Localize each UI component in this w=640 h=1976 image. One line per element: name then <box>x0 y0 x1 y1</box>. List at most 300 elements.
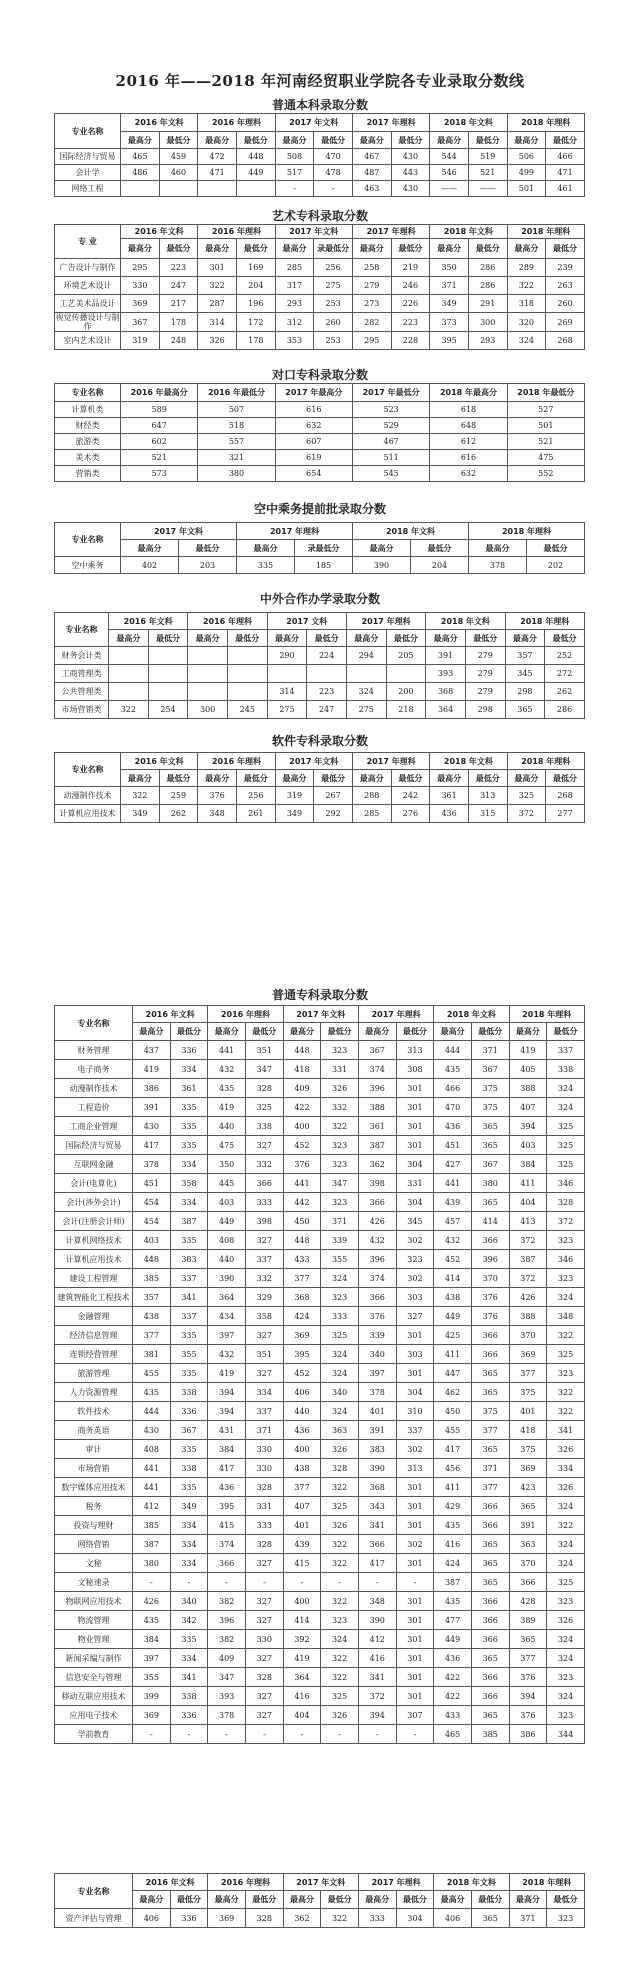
score-cell: 388 <box>509 1307 547 1326</box>
score-cell: 384 <box>133 1630 171 1649</box>
column-subheader: 最高分 <box>121 239 160 259</box>
score-cell: 366 <box>358 1288 396 1307</box>
score-cell: 258 <box>352 259 391 277</box>
score-cell: 470 <box>314 149 353 165</box>
score-cell: 376 <box>283 1155 321 1174</box>
score-cell: 324 <box>321 1402 359 1421</box>
score-cell: 394 <box>208 1402 246 1421</box>
score-cell: 301 <box>396 1117 434 1136</box>
score-cell: - <box>208 1725 246 1744</box>
score-cell: 448 <box>283 1231 321 1250</box>
score-cell: 368 <box>358 1478 396 1497</box>
score-cell: 324 <box>547 1554 585 1573</box>
score-cell: 427 <box>434 1155 472 1174</box>
score-cell: 396 <box>471 1250 509 1269</box>
score-cell: 404 <box>509 1193 547 1212</box>
column-subheader: 最高分 <box>188 630 228 647</box>
column-header-name: 专业名称 <box>55 523 121 557</box>
score-cell: 486 <box>121 165 160 181</box>
score-cell: 607 <box>275 434 352 450</box>
table-row <box>55 1250 585 1269</box>
score-cell: 325 <box>507 787 546 805</box>
score-cell: 327 <box>245 1364 283 1383</box>
score-cell: 322 <box>321 1117 359 1136</box>
score-cell: 501 <box>507 181 546 197</box>
score-cell: 372 <box>358 1687 396 1706</box>
column-group-header: 2018 年文科 <box>430 753 507 770</box>
score-cell: 477 <box>434 1611 472 1630</box>
score-cell: 323 <box>321 1136 359 1155</box>
score-cell: 334 <box>170 1155 208 1174</box>
score-cell <box>109 665 149 683</box>
column-header: 2016 年最低分 <box>198 384 275 402</box>
score-cell: 378 <box>208 1706 246 1725</box>
score-cell: 322 <box>121 787 160 805</box>
score-cell: 337 <box>245 1250 283 1269</box>
score-cell: 312 <box>275 313 314 332</box>
score-cell: 450 <box>434 1402 472 1421</box>
score-cell: 353 <box>275 332 314 350</box>
score-cell: 415 <box>283 1554 321 1573</box>
score-cell: 330 <box>245 1459 283 1478</box>
score-cell: 389 <box>509 1611 547 1630</box>
score-cell: 287 <box>198 295 237 313</box>
score-cell: - <box>245 1725 283 1744</box>
score-cell: 335 <box>170 1630 208 1649</box>
table-subheader-row <box>55 239 585 259</box>
score-cell: 371 <box>430 277 469 295</box>
score-cell: 259 <box>159 787 198 805</box>
major-name-cell: 投资与理财 <box>55 1516 133 1535</box>
score-cell: 376 <box>509 1706 547 1725</box>
column-subheader: 最低分 <box>468 770 507 787</box>
score-cell: 285 <box>275 259 314 277</box>
score-cell: 345 <box>505 665 545 683</box>
score-cell: 523 <box>352 402 429 418</box>
score-cell: —— <box>468 181 507 197</box>
score-cell: 239 <box>546 259 585 277</box>
score-cell: 291 <box>468 295 507 313</box>
score-cell: 557 <box>198 434 275 450</box>
major-name-cell: 空中乘务 <box>55 557 121 574</box>
major-name-cell: 物流管理 <box>55 1611 133 1630</box>
score-cell <box>386 665 426 683</box>
score-cell: 386 <box>509 1725 547 1744</box>
score-cell: 632 <box>430 466 507 482</box>
major-name-cell: 计算机应用技术 <box>55 805 121 823</box>
score-cell: 654 <box>275 466 352 482</box>
column-subheader: 最低分 <box>321 1891 359 1909</box>
major-name-cell: 国际经济与贸易 <box>55 149 121 165</box>
major-name-cell: 动漫制作技术 <box>55 1079 133 1098</box>
score-cell: 466 <box>546 149 585 165</box>
score-cell: 301 <box>396 1364 434 1383</box>
score-cell: 324 <box>547 1630 585 1649</box>
score-cell: 376 <box>509 1668 547 1687</box>
column-subheader: 最低分 <box>396 1023 434 1041</box>
major-name-cell: 计算机应用技术 <box>55 1250 133 1269</box>
major-name-cell: 市场营销类 <box>55 701 109 719</box>
score-cell: 364 <box>426 701 466 719</box>
score-cell: 384 <box>509 1155 547 1174</box>
score-cell: 293 <box>468 332 507 350</box>
score-cell: 365 <box>471 1535 509 1554</box>
score-cell: 325 <box>547 1136 585 1155</box>
score-cell: 286 <box>468 259 507 277</box>
score-cell: 253 <box>314 332 353 350</box>
score-cell: 396 <box>358 1250 396 1269</box>
column-subheader: 最高分 <box>426 630 466 647</box>
column-group-header: 2018 年文科 <box>430 114 507 132</box>
score-cell: 612 <box>430 434 507 450</box>
score-cell: 392 <box>283 1630 321 1649</box>
score-cell: 242 <box>391 787 430 805</box>
score-cell: 308 <box>396 1060 434 1079</box>
score-cell: 369 <box>283 1326 321 1345</box>
score-cell: 335 <box>170 1478 208 1497</box>
column-subheader: 最高分 <box>267 630 307 647</box>
column-group-header: 2016 年文科 <box>133 1874 208 1891</box>
score-cell: 397 <box>208 1326 246 1345</box>
score-cell: 205 <box>386 647 426 665</box>
score-cell: 268 <box>546 787 585 805</box>
table-header-row <box>55 225 585 239</box>
column-group-header: 2018 年理科 <box>469 523 585 540</box>
major-name-cell: 人力资源管理 <box>55 1383 133 1402</box>
score-cell: 373 <box>430 313 469 332</box>
table-header-row <box>55 114 585 132</box>
score-cell: 322 <box>547 1516 585 1535</box>
score-cell: 403 <box>208 1193 246 1212</box>
score-cell: 320 <box>507 313 546 332</box>
score-cell: 394 <box>208 1383 246 1402</box>
score-cell: 323 <box>547 1269 585 1288</box>
score-cell: 344 <box>547 1725 585 1744</box>
column-subheader: 最高分 <box>109 630 149 647</box>
score-cell: 401 <box>283 1516 321 1535</box>
score-cell: 403 <box>133 1231 171 1250</box>
score-cell: 341 <box>358 1668 396 1687</box>
score-cell: 327 <box>245 1231 283 1250</box>
score-cell: 204 <box>411 557 469 574</box>
major-name-cell: 文秘 <box>55 1554 133 1573</box>
score-cell: 301 <box>396 1326 434 1345</box>
score-cell: 430 <box>391 149 430 165</box>
score-cell: 414 <box>434 1269 472 1288</box>
score-cell: 452 <box>283 1364 321 1383</box>
score-cell: 327 <box>245 1706 283 1725</box>
column-group-header: 2017 年理科 <box>346 613 425 630</box>
table-row <box>55 1668 585 1687</box>
major-name-cell: 会计(涉外会计) <box>55 1193 133 1212</box>
score-cell: 323 <box>321 1155 359 1174</box>
score-cell: 302 <box>396 1535 434 1554</box>
column-subheader: 最低分 <box>236 132 275 149</box>
score-cell: 365 <box>471 1117 509 1136</box>
score-cell: 387 <box>358 1136 396 1155</box>
score-cell: 339 <box>358 1326 396 1345</box>
score-cell: 428 <box>509 1592 547 1611</box>
score-cell: 279 <box>465 683 505 701</box>
score-cell: 419 <box>208 1098 246 1117</box>
score-cell: 388 <box>358 1098 396 1117</box>
score-cell: 384 <box>208 1440 246 1459</box>
score-cell: 416 <box>283 1687 321 1706</box>
score-cell: 301 <box>396 1136 434 1155</box>
score-cell: 334 <box>170 1060 208 1079</box>
score-cell: 334 <box>245 1383 283 1402</box>
score-cell: 267 <box>314 787 353 805</box>
score-cell: 328 <box>245 1909 283 1928</box>
column-group-header: 2018 年理科 <box>507 114 584 132</box>
score-cell: 441 <box>434 1174 472 1193</box>
score-cell: 385 <box>133 1269 171 1288</box>
score-cell: 327 <box>245 1326 283 1345</box>
table-row <box>55 557 585 574</box>
score-cell: 333 <box>321 1307 359 1326</box>
score-cell: 335 <box>170 1231 208 1250</box>
major-name-cell: 营销类 <box>55 466 121 482</box>
column-subheader: 最低分 <box>307 630 347 647</box>
score-cell: 324 <box>321 1269 359 1288</box>
score-cell <box>346 665 386 683</box>
column-subheader: 最低分 <box>159 239 198 259</box>
table-row <box>55 1554 585 1573</box>
score-cell: 361 <box>430 787 469 805</box>
score-cell: 327 <box>245 1136 283 1155</box>
score-cell: 459 <box>159 149 198 165</box>
score-cell: 335 <box>170 1117 208 1136</box>
score-cell: 301 <box>396 1611 434 1630</box>
score-cell: 301 <box>396 1554 434 1573</box>
score-cell: 487 <box>352 165 391 181</box>
score-cell: 396 <box>358 1079 396 1098</box>
score-cell: 616 <box>430 450 507 466</box>
score-cell: 318 <box>507 295 546 313</box>
score-cell: 350 <box>208 1155 246 1174</box>
score-cell: 285 <box>352 805 391 823</box>
score-cell: 452 <box>283 1136 321 1155</box>
score-cell: 322 <box>547 1402 585 1421</box>
score-cell: 376 <box>471 1288 509 1307</box>
score-cell: 298 <box>505 683 545 701</box>
score-cell: 435 <box>434 1516 472 1535</box>
major-name-cell: 工商管理类 <box>55 665 109 683</box>
score-cell: 451 <box>133 1174 171 1193</box>
column-group-header: 2017 年文科 <box>275 753 352 770</box>
column-subheader: 最低分 <box>245 1891 283 1909</box>
score-cell: 439 <box>283 1535 321 1554</box>
score-cell: 295 <box>121 259 160 277</box>
major-name-cell: 会计(注册会计师) <box>55 1212 133 1231</box>
score-cell: 412 <box>133 1497 171 1516</box>
score-cell: 365 <box>471 1706 509 1725</box>
table-header-row <box>55 523 585 540</box>
score-cell: 438 <box>283 1459 321 1478</box>
column-group-header: 2018 年理科 <box>509 1874 584 1891</box>
score-cell <box>227 683 267 701</box>
score-cell: 463 <box>352 181 391 197</box>
score-cell: 443 <box>391 165 430 181</box>
table-row <box>55 1706 585 1725</box>
major-name-cell: 广告设计与制作 <box>55 259 121 277</box>
score-cell: - <box>245 1573 283 1592</box>
score-cell: 404 <box>283 1706 321 1725</box>
table-row <box>55 450 585 466</box>
score-cell: 419 <box>133 1060 171 1079</box>
column-header-name: 专业名称 <box>55 114 121 149</box>
score-cell: 407 <box>283 1497 321 1516</box>
score-cell: 377 <box>133 1326 171 1345</box>
column-subheader: 最高分 <box>509 1891 547 1909</box>
major-name-cell: 建设工程管理 <box>55 1269 133 1288</box>
column-subheader: 最低分 <box>527 540 585 557</box>
table-row <box>55 1269 585 1288</box>
score-cell: 511 <box>352 450 429 466</box>
score-cell: 347 <box>321 1174 359 1193</box>
major-name-cell: 物联网应用技术 <box>55 1592 133 1611</box>
score-cell: 397 <box>133 1649 171 1668</box>
major-name-cell: 信息安全与管理 <box>55 1668 133 1687</box>
column-subheader: 最高分 <box>353 540 411 557</box>
column-subheader: 最低分 <box>314 770 353 787</box>
major-name-cell: 文秘速录 <box>55 1573 133 1592</box>
column-group-header: 2017 年理科 <box>352 753 429 770</box>
column-subheader: 最低分 <box>468 239 507 259</box>
score-cell: 357 <box>133 1288 171 1307</box>
column-subheader: 最低分 <box>170 1891 208 1909</box>
score-cell: 394 <box>509 1117 547 1136</box>
column-group-header: 2017 年理科 <box>358 1874 433 1891</box>
score-cell: 589 <box>121 402 198 418</box>
score-cell: 365 <box>471 1193 509 1212</box>
table-row <box>55 1649 585 1668</box>
score-cell: 335 <box>170 1364 208 1383</box>
score-cell: 424 <box>434 1554 472 1573</box>
score-cell: 462 <box>434 1383 472 1402</box>
score-cell: 450 <box>283 1212 321 1231</box>
table-regular-college <box>54 1005 585 1744</box>
major-name-cell: 工艺美术品设计 <box>55 295 121 313</box>
major-name-cell: 网络工程 <box>55 181 121 197</box>
score-cell: 414 <box>471 1212 509 1231</box>
column-subheader: 最高分 <box>507 770 546 787</box>
score-cell: 616 <box>275 402 352 418</box>
table-row <box>55 418 585 434</box>
score-cell: 350 <box>430 259 469 277</box>
score-cell <box>148 647 188 665</box>
score-cell: 435 <box>434 1060 472 1079</box>
score-cell: 455 <box>133 1364 171 1383</box>
table-row <box>55 1611 585 1630</box>
score-cell: 441 <box>133 1459 171 1478</box>
score-cell: 471 <box>546 165 585 181</box>
column-group-header: 2018 年理科 <box>507 225 584 239</box>
score-cell: 301 <box>396 1630 434 1649</box>
score-cell <box>148 683 188 701</box>
table-row <box>55 1079 585 1098</box>
table-header-row <box>55 1874 585 1891</box>
score-cell: 328 <box>245 1535 283 1554</box>
score-cell: 365 <box>471 1649 509 1668</box>
column-header-name: 专业名称 <box>55 1006 133 1041</box>
score-cell: 275 <box>267 701 307 719</box>
major-name-cell: 国际经济与贸易 <box>55 1136 133 1155</box>
column-header: 2018 年最低分 <box>507 384 584 402</box>
column-group-header: 2017 年理科 <box>352 225 429 239</box>
score-cell: 169 <box>236 259 275 277</box>
score-cell: 322 <box>321 1478 359 1497</box>
score-cell: 319 <box>121 332 160 350</box>
score-cell: 355 <box>133 1668 171 1687</box>
column-subheader: 最低分 <box>411 540 469 557</box>
score-cell: 426 <box>358 1212 396 1231</box>
column-header: 2018 年最高分 <box>430 384 507 402</box>
column-subheader: 最低分 <box>546 132 585 149</box>
table-header-row <box>55 1006 585 1023</box>
score-cell: 273 <box>352 295 391 313</box>
score-cell: 439 <box>434 1193 472 1212</box>
score-cell: 338 <box>245 1117 283 1136</box>
column-subheader: 最高分 <box>352 239 391 259</box>
column-group-header: 2016 年理科 <box>208 1874 283 1891</box>
score-cell: - <box>208 1573 246 1592</box>
score-cell: 326 <box>321 1516 359 1535</box>
score-cell: 224 <box>307 647 347 665</box>
score-cell: 228 <box>391 332 430 350</box>
score-cell: 436 <box>434 1649 472 1668</box>
column-subheader: 最高分 <box>208 1023 246 1041</box>
score-cell: 529 <box>352 418 429 434</box>
score-cell: 452 <box>434 1250 472 1269</box>
column-group-header: 2018 年文科 <box>426 613 505 630</box>
column-subheader: 最高分 <box>352 770 391 787</box>
score-cell: 358 <box>170 1174 208 1193</box>
score-cell: 602 <box>121 434 198 450</box>
score-cell: 337 <box>245 1402 283 1421</box>
score-cell: 202 <box>527 557 585 574</box>
score-cell: 375 <box>471 1079 509 1098</box>
score-cell: 422 <box>283 1098 321 1117</box>
score-cell: 327 <box>245 1554 283 1573</box>
score-cell: 340 <box>358 1345 396 1364</box>
score-cell: 326 <box>321 1706 359 1725</box>
score-cell: 322 <box>321 1592 359 1611</box>
column-group-header: 2017 年理科 <box>237 523 353 540</box>
score-cell: 398 <box>358 1174 396 1193</box>
table-row <box>55 1041 585 1060</box>
score-cell: 330 <box>121 277 160 295</box>
score-cell: 390 <box>358 1459 396 1478</box>
table-subheader-row <box>55 1023 585 1041</box>
score-cell: 366 <box>471 1592 509 1611</box>
score-cell: 246 <box>391 277 430 295</box>
section-title-vocational: 对口专科录取分数 <box>271 368 368 382</box>
score-cell: 385 <box>471 1725 509 1744</box>
score-cell: 336 <box>170 1041 208 1060</box>
major-name-cell: 财经类 <box>55 418 121 434</box>
score-cell: 408 <box>208 1231 246 1250</box>
table-subheader-row <box>55 540 585 557</box>
column-group-header: 2016 年文科 <box>121 225 198 239</box>
score-cell: 366 <box>358 1193 396 1212</box>
score-cell: 294 <box>346 647 386 665</box>
score-cell: 303 <box>396 1345 434 1364</box>
score-cell: 301 <box>396 1516 434 1535</box>
column-group-header: 2018 年文科 <box>353 523 469 540</box>
score-cell: 335 <box>170 1440 208 1459</box>
score-cell: 370 <box>471 1269 509 1288</box>
